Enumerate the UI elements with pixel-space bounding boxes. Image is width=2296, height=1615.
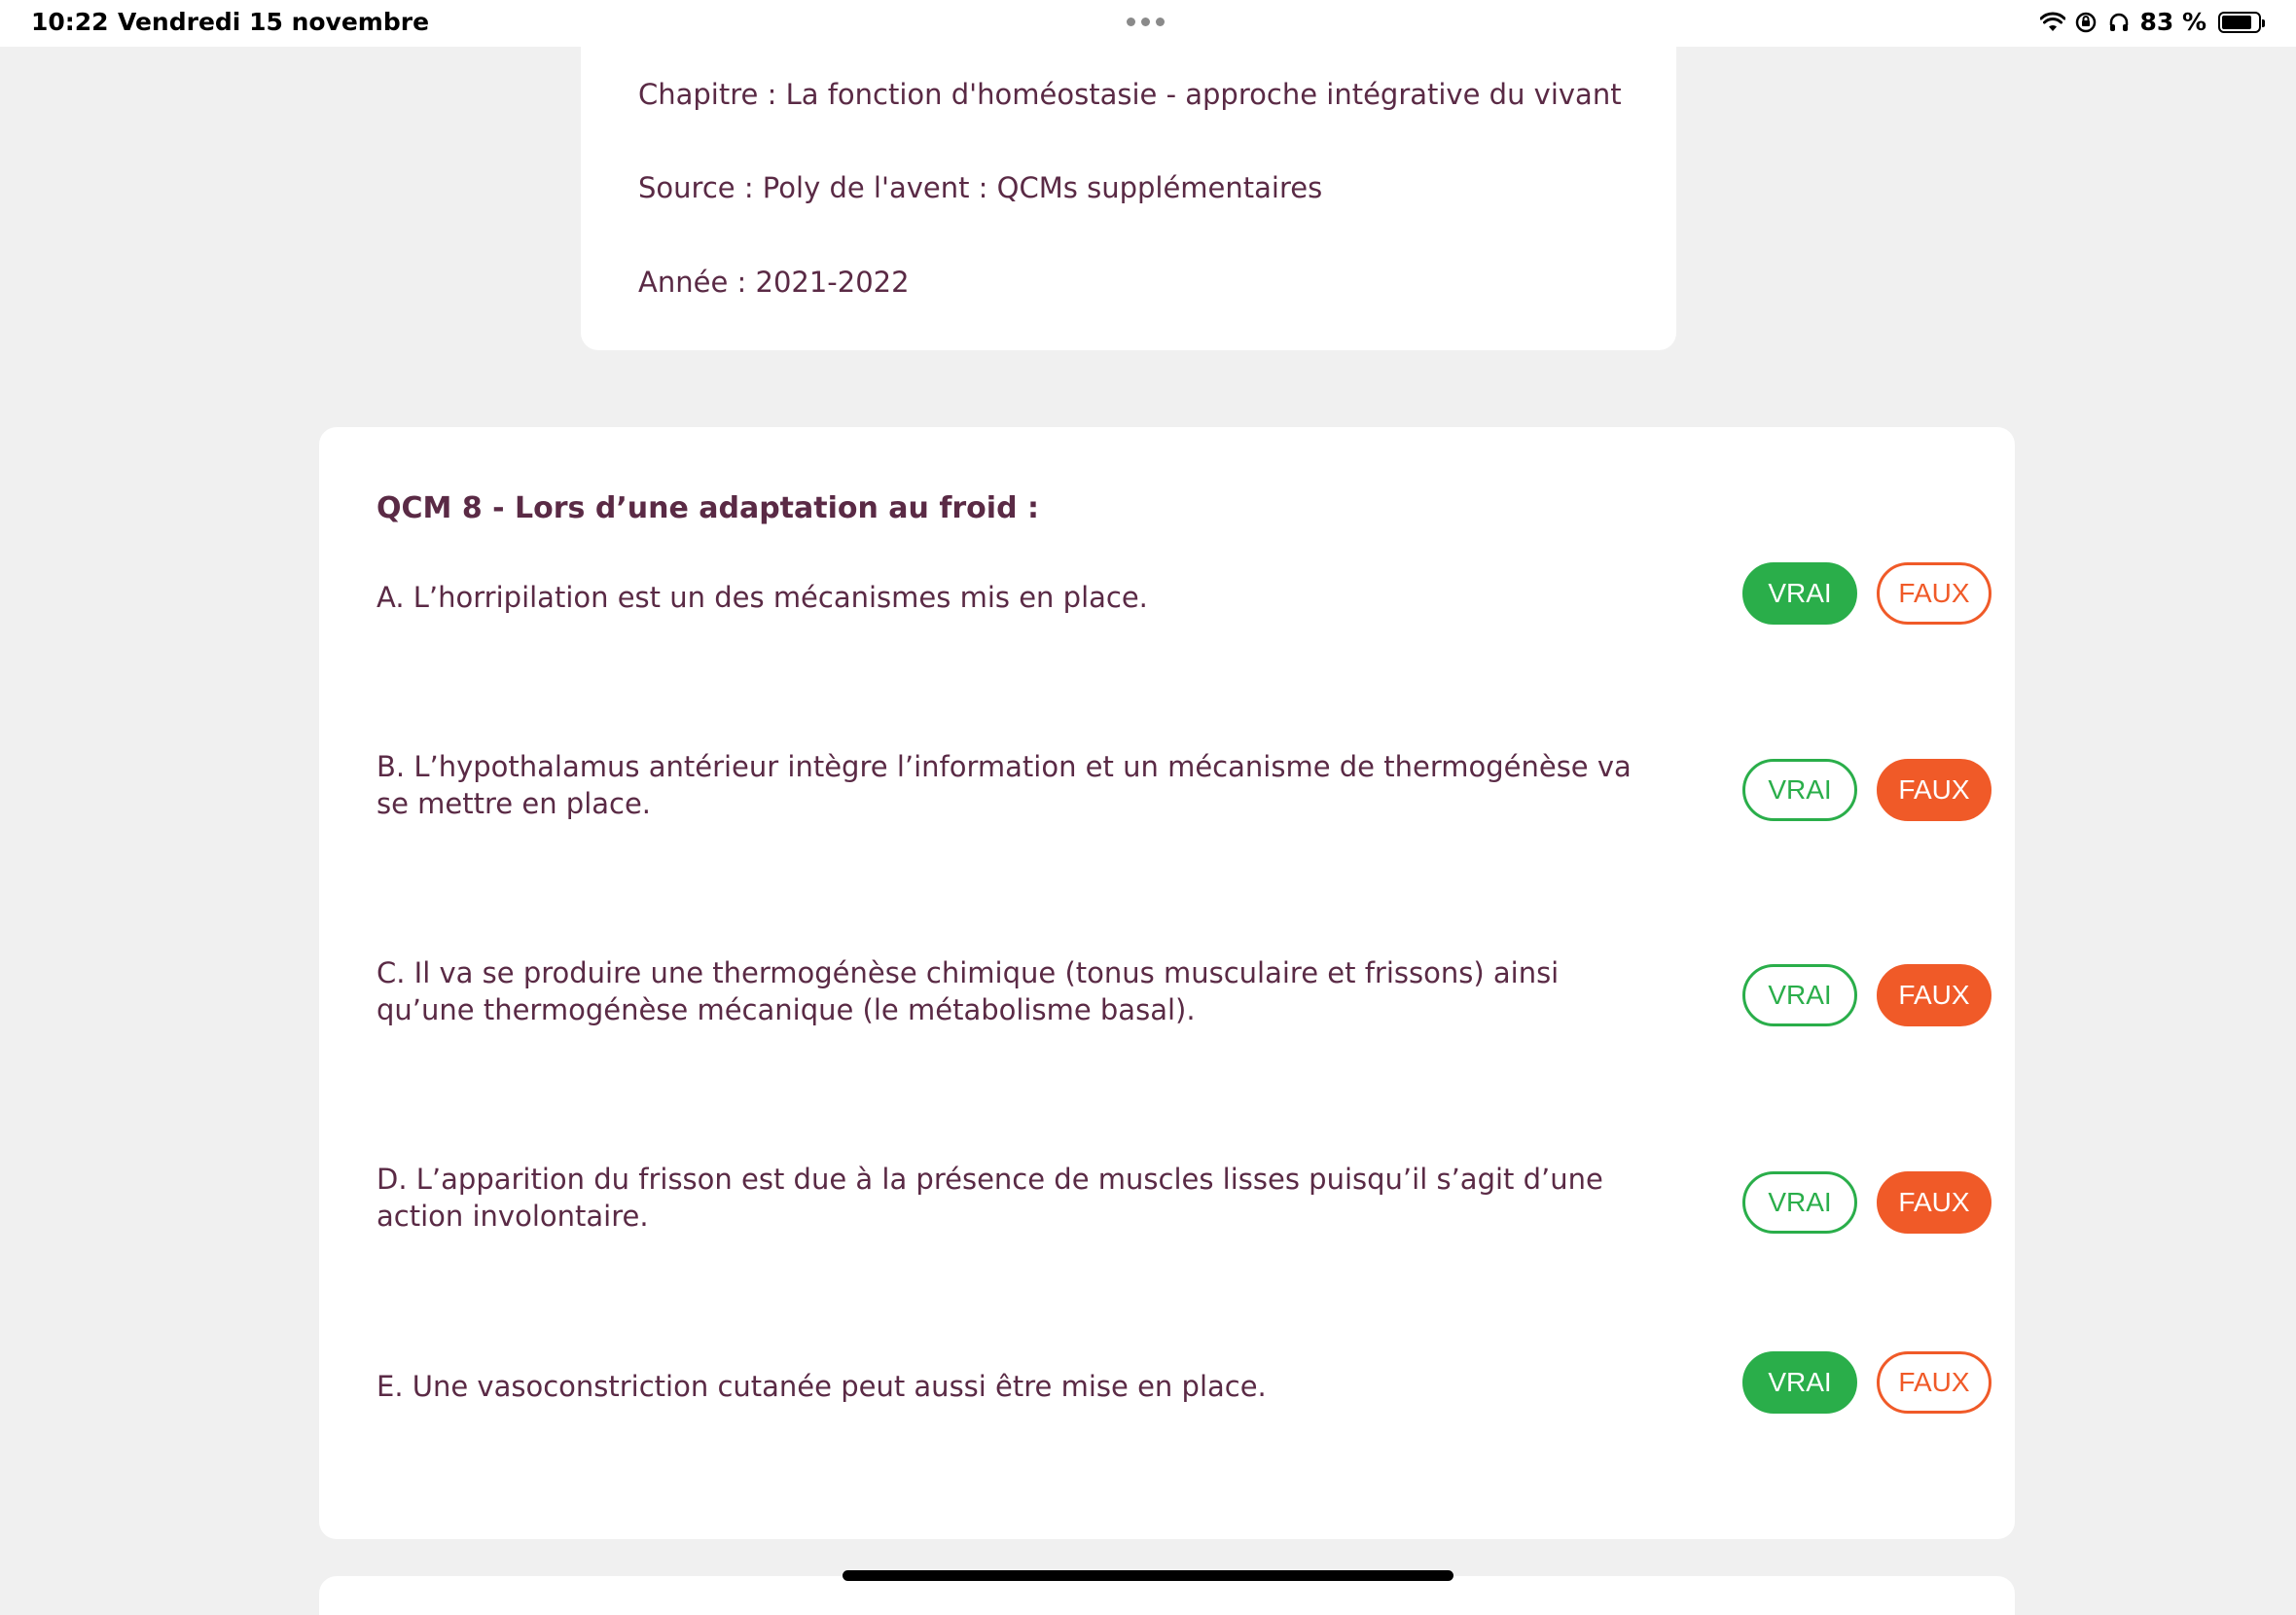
statement-a: [377, 579, 1991, 657]
statement-b: [377, 748, 1991, 826]
status-time: 10:22: [31, 8, 109, 36]
chapter-label: Chapitre : La fonction d'homéostasie - approche intégrative du vivant: [638, 78, 1622, 111]
multitasking-dots-icon[interactable]: [1127, 18, 1165, 26]
qcm-question-card: [319, 427, 2015, 1539]
vrai-button[interactable]: VRAI: [1742, 1351, 1857, 1414]
statement-text: E. Une vasoconstriction cutanée peut aussi être mise en place.: [377, 1370, 1267, 1403]
qcm-info-card: [581, 29, 1676, 350]
source-label: Source : Poly de l'avent : QCMs supplémentaires: [638, 171, 1323, 204]
statement-text: B. L’hypothalamus antérieur intègre l’information et un mécanisme de thermogénèse va se mettre en place.: [377, 750, 1632, 820]
orientation-lock-icon: [2073, 10, 2099, 35]
faux-button[interactable]: FAUX: [1877, 759, 1991, 821]
headphones-icon: [2106, 10, 2132, 35]
vrai-button[interactable]: VRAI: [1742, 759, 1857, 821]
statement-e: [377, 1368, 1991, 1446]
statement-d: [377, 1161, 1991, 1238]
battery-icon: [2218, 12, 2261, 33]
statement-c: [377, 954, 1991, 1032]
faux-button[interactable]: FAUX: [1877, 1171, 1991, 1234]
question-title: QCM 8 - Lors d’une adaptation au froid :: [377, 491, 1039, 525]
next-question-card: [319, 1576, 2015, 1615]
statement-text: D. L’apparition du frisson est due à la présence de muscles lisses puisqu’il s’agit d’une action involontaire.: [377, 1163, 1603, 1233]
status-indicators: [2040, 8, 2261, 36]
statement-text: C. Il va se produire une thermogénèse chimique (tonus musculaire et frissons) ainsi qu’une thermogénèse mécanique (le métabolisme basal).: [377, 956, 1560, 1026]
answer-buttons: [1742, 562, 1991, 625]
home-indicator[interactable]: [843, 1570, 1453, 1581]
vrai-button[interactable]: VRAI: [1742, 964, 1857, 1026]
vrai-button[interactable]: VRAI: [1742, 1171, 1857, 1234]
faux-button[interactable]: FAUX: [1877, 964, 1991, 1026]
faux-button[interactable]: FAUX: [1877, 1351, 1991, 1414]
answer-buttons: [1742, 1351, 1991, 1414]
answer-buttons: [1742, 964, 1991, 1026]
answer-buttons: [1742, 1171, 1991, 1234]
wifi-icon: [2040, 10, 2065, 35]
year-label: Année : 2021-2022: [638, 266, 910, 299]
battery-percentage: 83 %: [2139, 8, 2206, 36]
statement-text: A. L’horripilation est un des mécanismes mis en place.: [377, 581, 1148, 614]
vrai-button[interactable]: VRAI: [1742, 562, 1857, 625]
status-date: Vendredi 15 novembre: [118, 8, 430, 36]
answer-buttons: [1742, 759, 1991, 821]
faux-button[interactable]: FAUX: [1877, 562, 1991, 625]
